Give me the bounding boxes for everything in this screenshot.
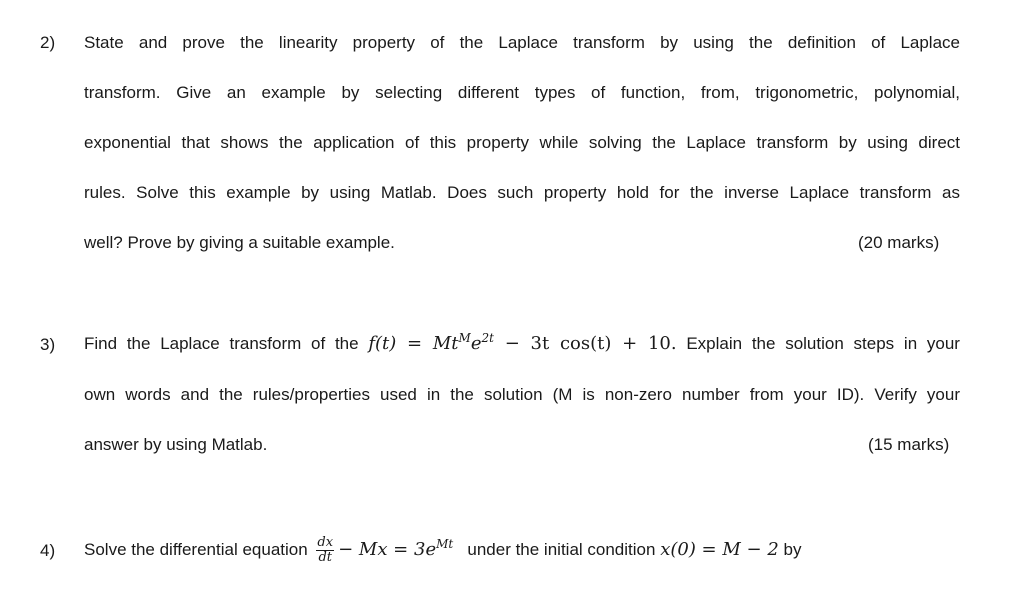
- question-text: by: [783, 540, 802, 559]
- question-text: under the initial condition: [467, 540, 656, 559]
- derivative-fraction: $\frac{dx}{dt}$: [317, 535, 334, 566]
- question-text-line: [84, 530, 960, 570]
- question-text-line: exponential that shows the application of this property while solving the Laplace transform by using direct: [84, 133, 960, 152]
- question-text-line: rules. Solve this example by using Matlab. Does such property hold for the inverse Laplace transform as: [84, 183, 960, 202]
- question-number: 2): [40, 33, 56, 52]
- function-formula: $f(t) = Mt^Me^{2t} - 3t$ cos(t) + 10.: [368, 331, 677, 354]
- initial-condition-formula: x(0) = M − 2: [660, 539, 779, 560]
- question-text-line: transform. Give an example by selecting different types of function, from, trigonometric, polynomial,: [84, 83, 960, 102]
- question-text-line: State and prove the linearity property of the Laplace transform by using the definition of Laplace: [84, 33, 960, 52]
- question-text-line: own words and the rules/properties used in the solution (M is non-zero number from your ID). Verify your: [84, 385, 960, 404]
- question-text: Find the Laplace transform of the: [84, 334, 359, 353]
- question-text: Explain the solution steps in your: [686, 334, 960, 353]
- marks-label: (15 marks): [868, 435, 950, 454]
- equation-formula: − $Mx = 3e^{Mt}$: [338, 537, 454, 560]
- question-number: 3): [40, 335, 56, 354]
- question-text: Solve the differential equation: [84, 540, 308, 559]
- question-text-line: answer by using Matlab.: [84, 435, 268, 454]
- marks-label: (20 marks): [858, 233, 940, 252]
- question-text-line: [84, 333, 960, 354]
- question-text-line: well? Prove by giving a suitable example.: [84, 233, 395, 252]
- question-number: 4): [40, 541, 56, 560]
